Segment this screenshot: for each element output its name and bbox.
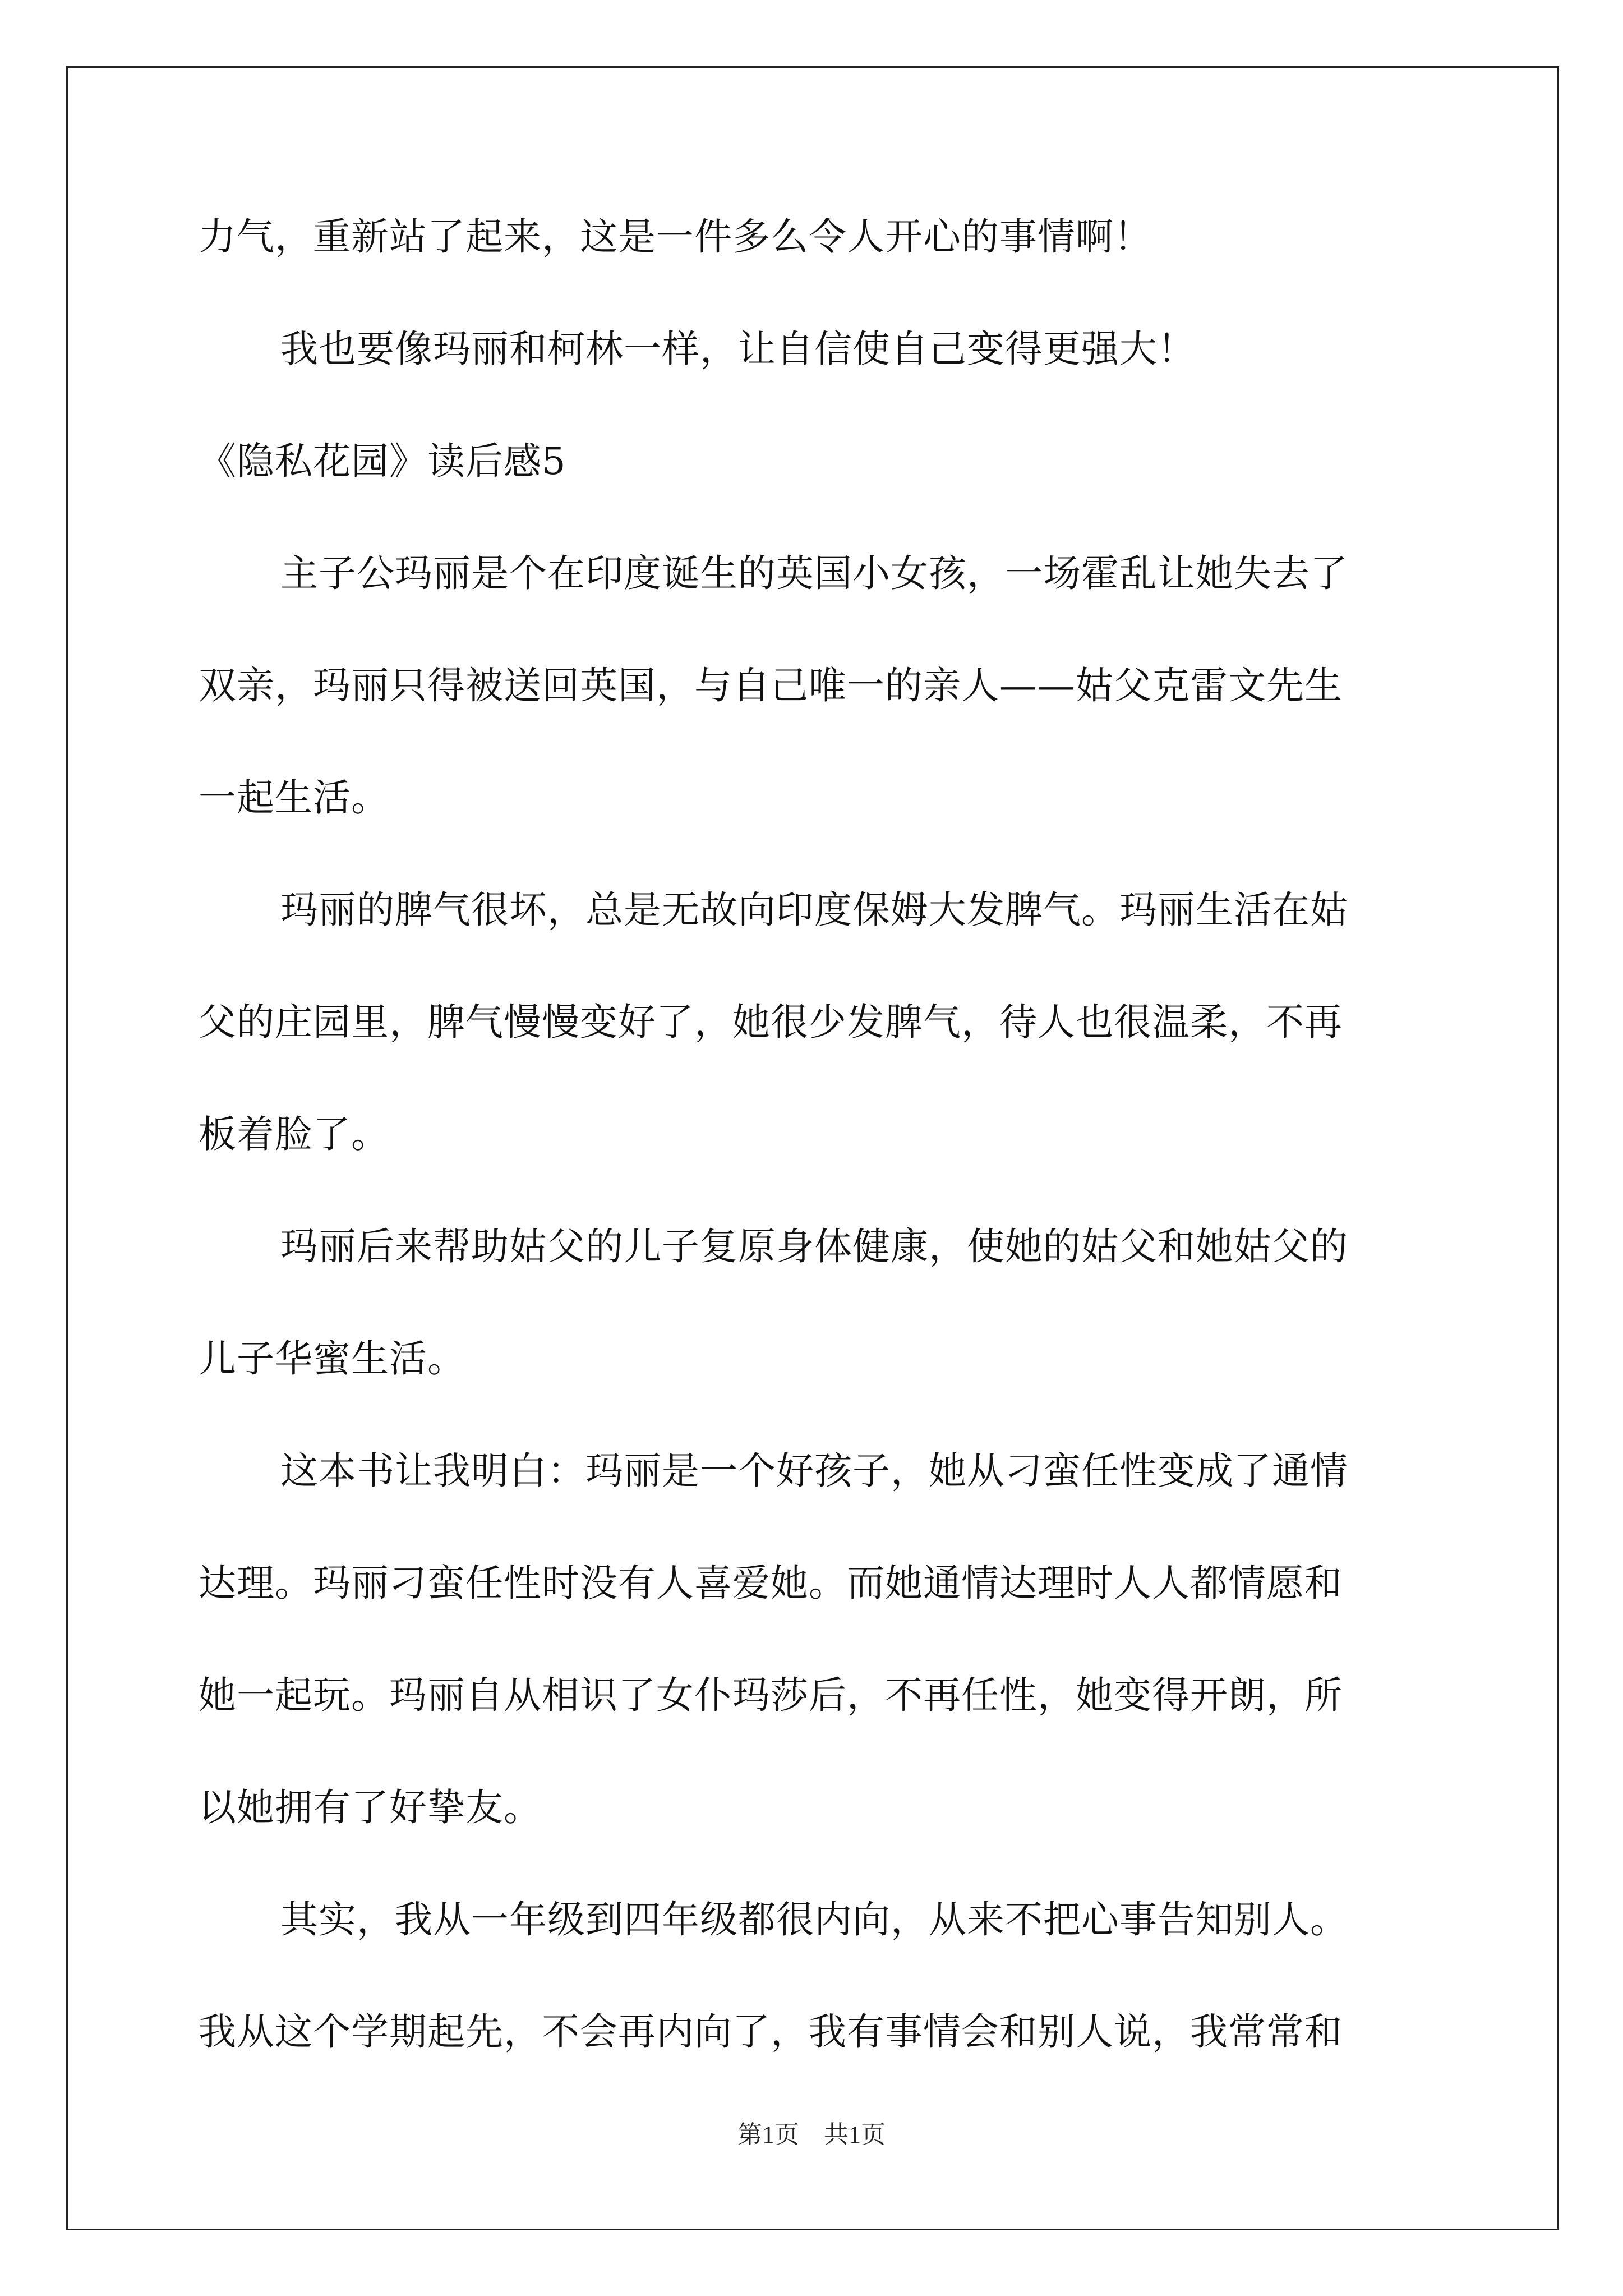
- text-line: 我也要像玛丽和柯林一样，让自信使自己变得更强大！: [280, 327, 1196, 371]
- text-line: 儿子华蜜生活。: [199, 1337, 465, 1381]
- text-line: 其实，我从一年级到四年级都很内向，从来不把心事告知别人。: [280, 1898, 1348, 1941]
- text-line: 双亲，玛丽只得被送回英国，与自己唯一的亲人——姑父克雷文先生: [199, 664, 1343, 707]
- text-line: 父的庄园里，脾气慢慢变好了，她很少发脾气，待人也很温柔，不再: [199, 1000, 1343, 1044]
- text-line: 我从这个学期起先，不会再内向了，我有事情会和别人说，我常常和: [199, 2010, 1343, 2054]
- text-line: 这本书让我明白：玛丽是一个好孩子，她从刁蛮任性变成了通情: [280, 1449, 1348, 1493]
- section-title: 《隐私花园》读后感5: [199, 439, 566, 483]
- page-footer: 第1页 共1页: [737, 2121, 886, 2148]
- text-line: 她一起玩。玛丽自从相识了女仆玛莎后，不再任性，她变得开朗，所: [199, 1673, 1343, 1717]
- text-line: 力气，重新站了起来，这是一件多么令人开心的事情啊！: [199, 215, 1152, 259]
- text-line: 以她拥有了好挚友。: [199, 1786, 542, 1829]
- text-line: 玛丽后来帮助姑父的儿子复原身体健康，使她的姑父和她姑父的: [280, 1225, 1348, 1268]
- text-line: 玛丽的脾气很坏，总是无故向印度保姆大发脾气。玛丽生活在姑: [280, 888, 1348, 932]
- text-line: 一起生活。: [199, 776, 389, 820]
- text-line: 主子公玛丽是个在印度诞生的英国小女孩，一场霍乱让她失去了: [280, 551, 1348, 595]
- text-line: 达理。玛丽刁蛮任性时没有人喜爱她。而她通情达理时人人都情愿和: [199, 1561, 1343, 1605]
- text-line: 板着脸了。: [199, 1112, 389, 1156]
